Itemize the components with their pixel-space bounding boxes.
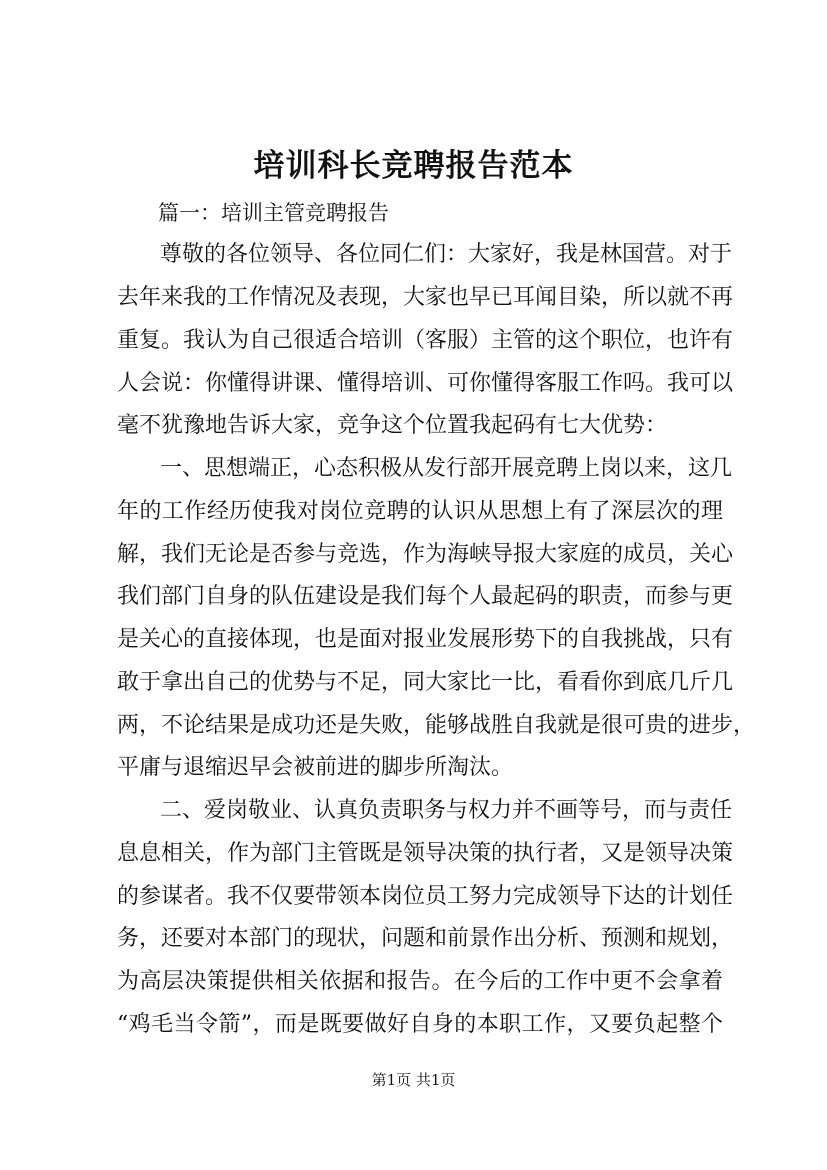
paragraph-line: 息息相关，作为部门主管既是领导决策的执行者，又是领导决策 xyxy=(117,841,734,866)
paragraph-line: 毫不犹豫地告诉大家，竞争这个位置我起码有七大优势： xyxy=(117,413,668,438)
page-footer: 第1页 共1页 xyxy=(371,1071,456,1089)
paragraph-line: 一、思想端正，心态积极从发行部开展竞聘上岗以来，这几 xyxy=(160,456,733,481)
paragraph-line: 的参谋者。我不仅要带领本岗位员工努力完成领导下达的计划任 xyxy=(117,884,734,909)
paragraph-line: 去年来我的工作情况及表现，大家也早已耳闻目染，所以就不再 xyxy=(117,285,734,310)
paragraph-line: 务，还要对本部门的现状，问题和前景作出分析、预测和规划， xyxy=(117,926,734,951)
document-title: 培训科长竞聘报告范本 xyxy=(253,148,574,184)
paragraph-line: 年的工作经历使我对岗位竞聘的认识从思想上有了深层次的理 xyxy=(117,499,723,524)
paragraph-line: 是关心的直接体现，也是面对报业发展形势下的自我挑战，只有 xyxy=(117,627,734,652)
paragraph-line: 敢于拿出自己的优势与不足，同大家比一比，看看你到底几斤几 xyxy=(117,670,734,695)
paragraph-line: “鸡毛当令箭”，而是既要做好自身的本职工作，又要负起整个 xyxy=(117,1012,723,1037)
paragraph-line: 尊敬的各位领导、各位同仁们：大家好，我是林国营。对于 xyxy=(160,242,733,267)
paragraph-line: 为高层决策提供相关依据和报告。在今后的工作中更不会拿着 xyxy=(117,969,723,994)
paragraph-line: 解，我们无论是否参与竞选，作为海峡导报大家庭的成员，关心 xyxy=(117,542,734,567)
paragraph-line: 平庸与退缩迟早会被前进的脚步所淘汰。 xyxy=(117,755,514,780)
paragraph-line: 人会说：你懂得讲课、懂得培训、可你懂得客服工作吗。我可以 xyxy=(117,371,734,396)
paragraph-line: 二、爱岗敬业、认真负责职务与权力并不画等号，而与责任 xyxy=(160,798,733,823)
paragraph-line: 两，不论结果是成功还是失败，能够战胜自我就是很可贵的进步， xyxy=(117,713,756,738)
paragraph-line: 我们部门自身的队伍建设是我们每个人最起码的职责，而参与更 xyxy=(117,584,734,609)
section-heading: 篇一：培训主管竞聘报告 xyxy=(158,201,389,225)
paragraph-line: 重复。我认为自己很适合培训（客服）主管的这个职位，也许有 xyxy=(117,328,734,353)
